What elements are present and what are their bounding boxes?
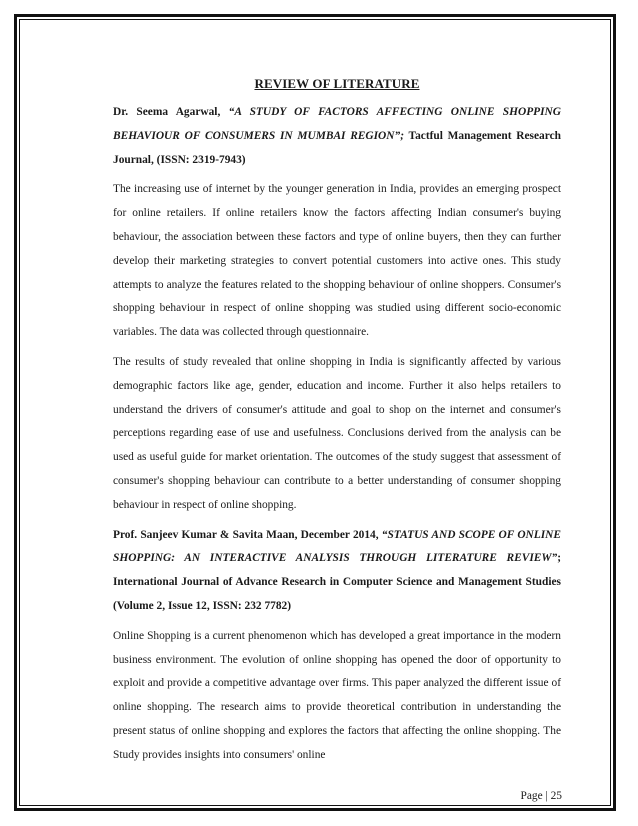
reference-2-source: ; International Journal of Advance Research in Computer Science and Management Studies (Volume 2, Issue 12, ISSN: 232 7782) (113, 552, 561, 612)
section-heading: REVIEW OF LITERATURE (254, 76, 420, 91)
reference-1 (113, 101, 561, 172)
paragraph-2: The results of study revealed that online shopping in India is significantly affected by various demographic factors like age, gender, education and income. Further it also helps retailers to understand the drivers of consumer's attitude and goal to shop on the internet and consumer's perceptions regarding ease of use and usefulness. Conclusions derived from the analysis can be used as useful guide for market orientation. The outcomes of the study suggest that assessment of consumer's shopping behaviour can contribute to a better understanding of consumer shopping behaviour in respect of online shopping. (113, 355, 561, 511)
reference-2-authors: Prof. Sanjeev Kumar & Savita Maan, December 2014, (113, 528, 382, 541)
reference-2 (113, 524, 561, 619)
reference-1-source: Tactful Management Research Journal, (ISSN: 2319-7943) (113, 129, 561, 166)
paragraph-3: Online Shopping is a current phenomenon which has developed a great importance in the modern business environment. The evolution of online shopping has opened the door of opportunity to exploit and provide a competitive advantage over firms. This paper analyzed the different issue of online shopping. The research aims to provide theoretical contribution in understanding the present status of online shopping and explores the factors that affecting the online shopping. The Study provides insights into consumers' online (113, 629, 561, 761)
reference-1-title: “A STUDY OF FACTORS AFFECTING ONLINE SHOPPING BEHAVIOUR OF CONSUMERS IN MUMBAI REGION”; (113, 106, 561, 142)
page-content (113, 76, 561, 774)
page-number: Page | 25 (520, 790, 562, 802)
reference-1-authors: Dr. Seema Agarwal, (113, 106, 229, 118)
reference-2-title: “STATUS AND SCOPE OF ONLINE SHOPPING: AN INTERACTIVE ANALYSIS THROUGH LITERATURE REVIEW” (113, 528, 561, 565)
paragraph-1: The increasing use of internet by the younger generation in India, provides an emerging prospect for online retailers. If online retailers know the factors affecting Indian consumer's buying behaviour, the association between these factors and type of online buyers, then they can further develop their marketing strategies to convert potential customers into active ones. This study attempts to analyze the features related to the shopping behaviour of online shoppers. Consumer's shopping behaviour in respect of online shopping was studied using different socio-economic variables. The data was collected through questionnaire. (113, 183, 561, 339)
